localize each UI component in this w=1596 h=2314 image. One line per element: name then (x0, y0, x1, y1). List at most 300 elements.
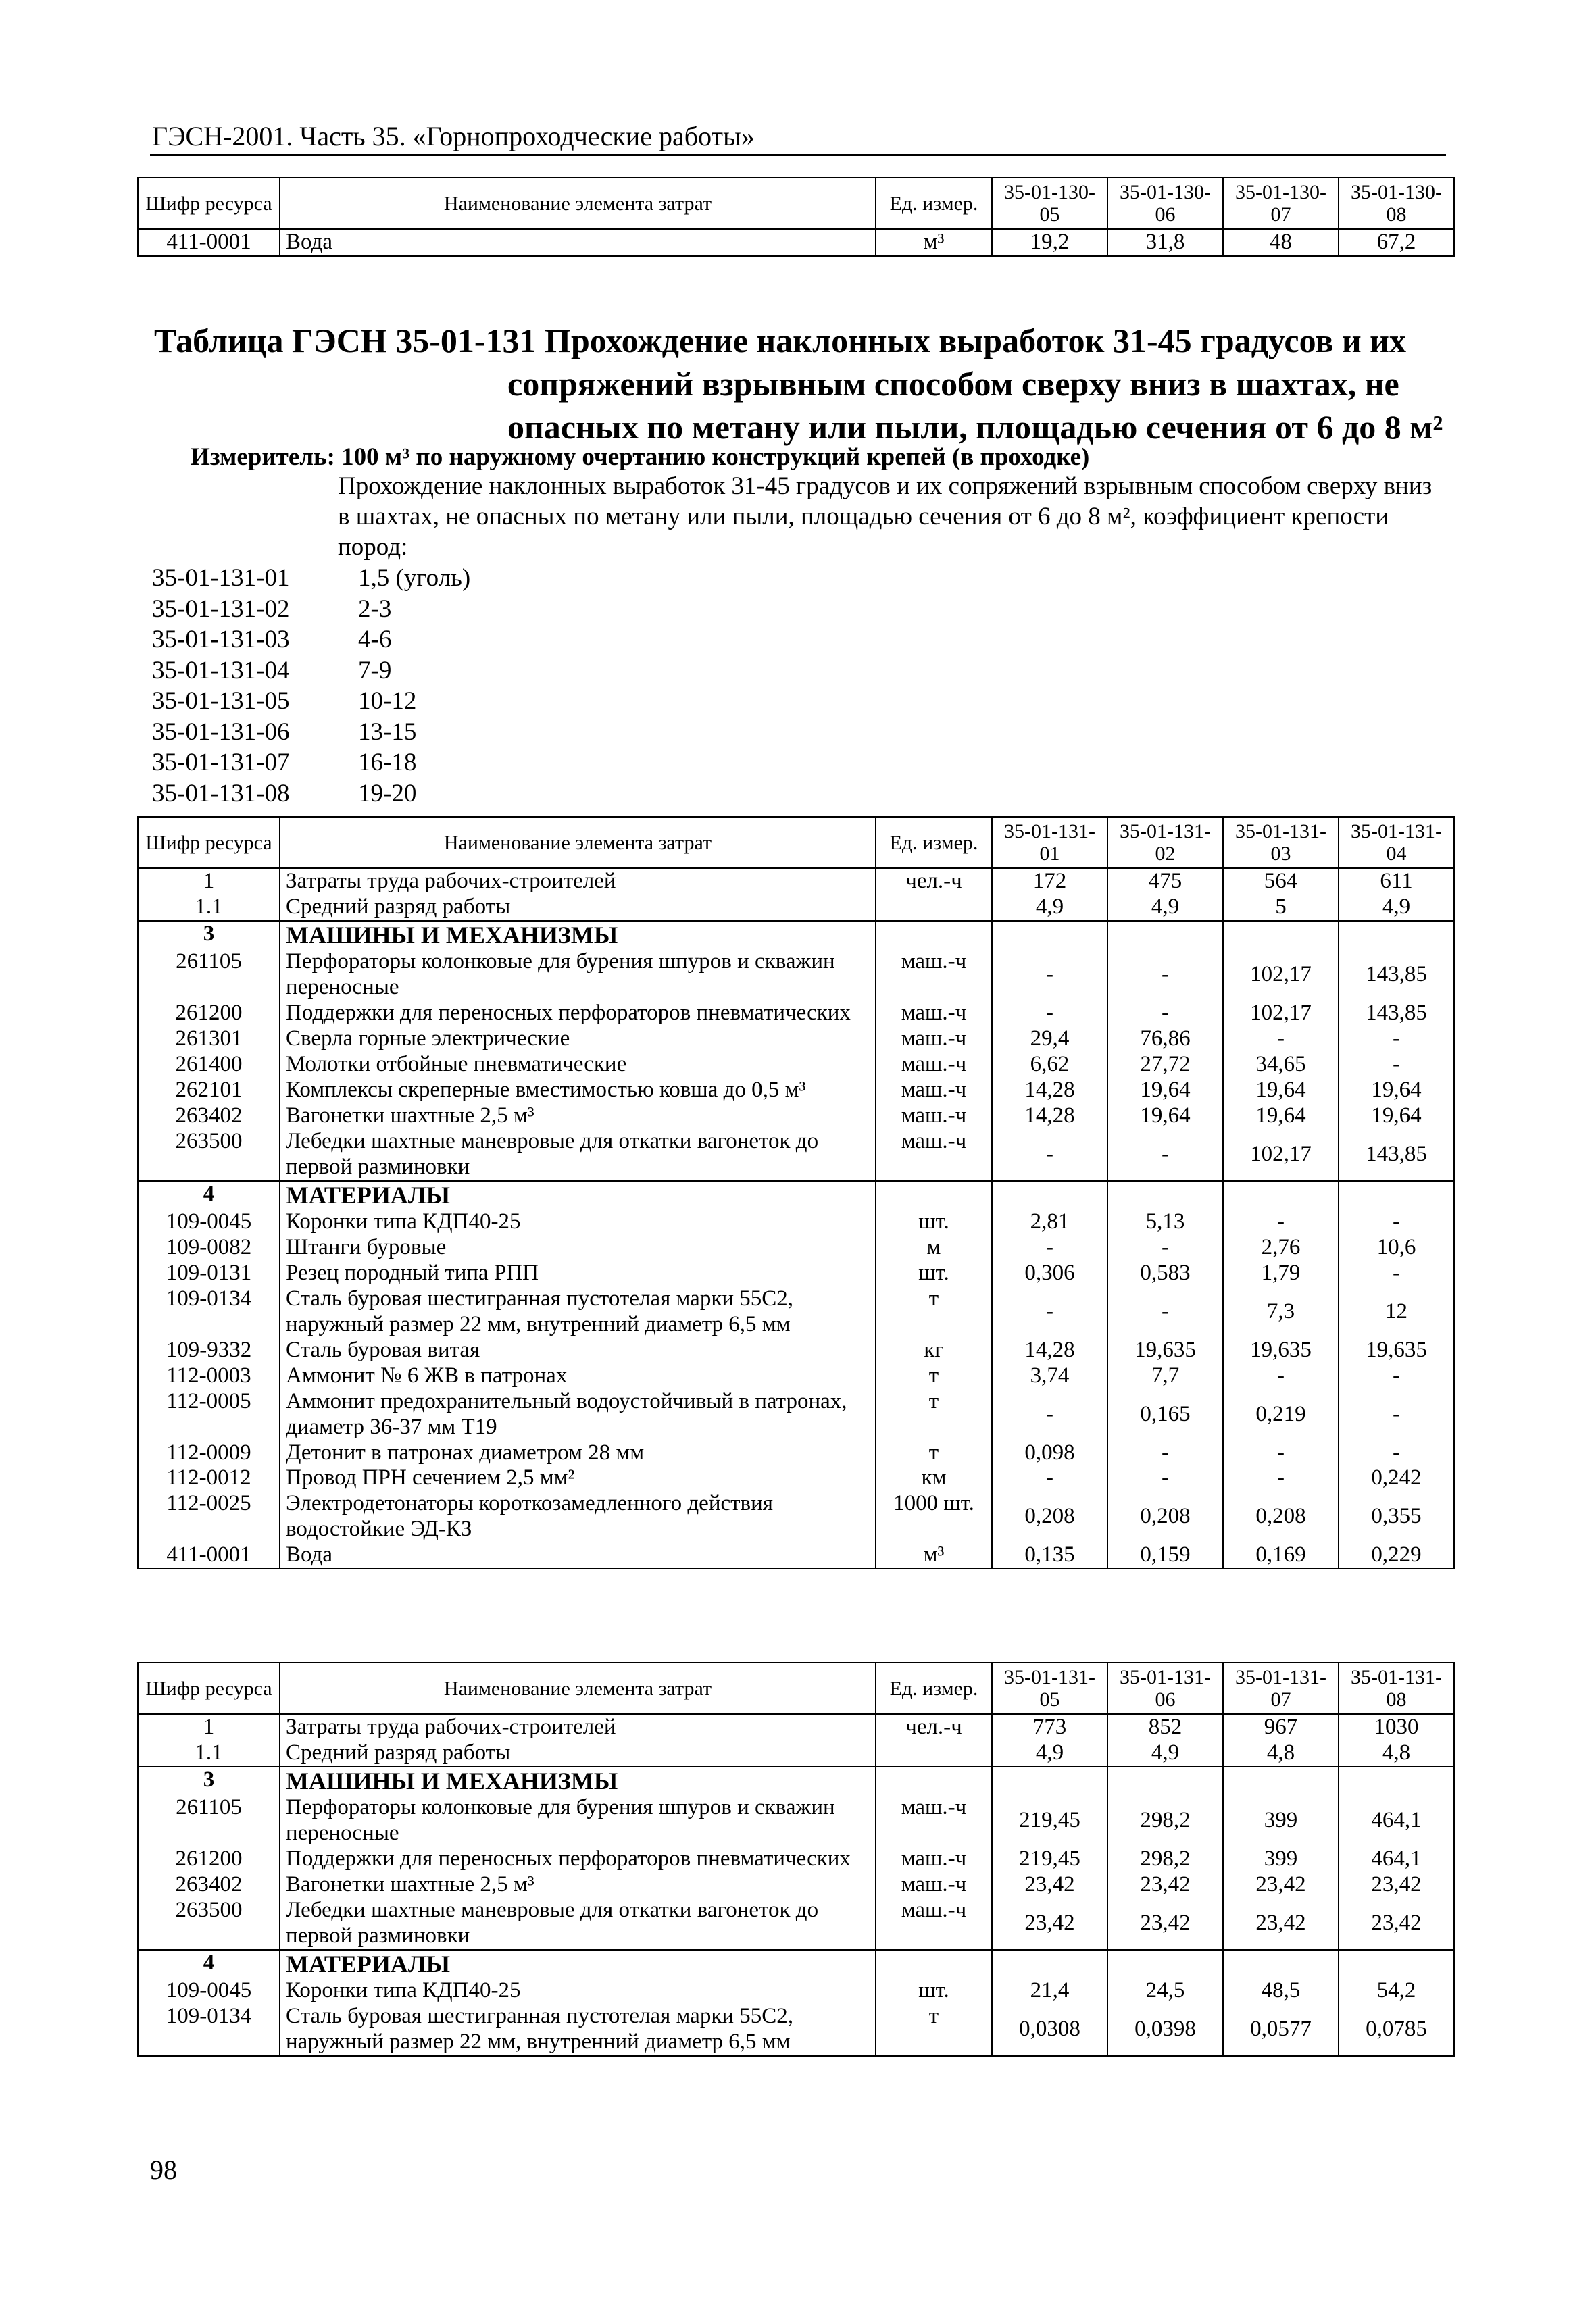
cost-element-name: Вагонетки шахтные 2,5 м³ (280, 1872, 876, 1898)
value-cell: 6,62 (992, 1052, 1107, 1078)
value-cell: - (1107, 1001, 1223, 1026)
value-cell: - (1339, 1026, 1454, 1052)
table-row (138, 1209, 1454, 1235)
resource-code: 4 (138, 1950, 280, 1978)
code-value: 16-18 (358, 749, 417, 776)
value-cell: 0,159 (1107, 1542, 1223, 1569)
resource-code: 263402 (138, 1872, 280, 1898)
value-cell (992, 1181, 1107, 1209)
table-row (138, 1338, 1454, 1363)
cost-element-name: Затраты труда рабочих-строителей (280, 868, 876, 895)
value-cell (1223, 921, 1339, 949)
value-cell: - (1223, 1363, 1339, 1389)
code-value: 19-20 (358, 779, 417, 807)
cost-element-name: МАШИНЫ И МЕХАНИЗМЫ (280, 1767, 876, 1795)
resource-code: 109-0134 (138, 1286, 280, 1338)
col-header-val-4: 35-01-131-04 (1339, 817, 1454, 868)
table-row (138, 1898, 1454, 1950)
value-cell: 19,64 (1107, 1103, 1223, 1129)
value-cell: - (1107, 1465, 1223, 1491)
value-cell: 21,4 (992, 1978, 1107, 2004)
cost-element-name: Поддержки для переносных перфораторов пневматических (280, 1846, 876, 1872)
resource-code: 3 (138, 1767, 280, 1795)
section-row (138, 1181, 1454, 1209)
value-cell: 2,81 (992, 1209, 1107, 1235)
resource-code: 263402 (138, 1103, 280, 1129)
value-cell: 34,65 (1223, 1052, 1339, 1078)
unit-cell: маш.-ч (876, 1872, 992, 1898)
value-cell: 14,28 (992, 1103, 1107, 1129)
value-cell: 1,79 (1223, 1261, 1339, 1286)
value-cell (1107, 1181, 1223, 1209)
value-cell: 4,9 (1107, 1740, 1223, 1767)
resource-code: 109-0045 (138, 1978, 280, 2004)
cost-element-name: МАТЕРИАЛЫ (280, 1181, 876, 1209)
value-cell: 172 (992, 868, 1107, 895)
value-cell: 7,7 (1107, 1363, 1223, 1389)
value-cell: 19,635 (1107, 1338, 1223, 1363)
unit-cell: маш.-ч (876, 1898, 992, 1950)
value-cell: 29,4 (992, 1026, 1107, 1052)
value-cell: 0,0785 (1339, 2004, 1454, 2056)
code-value: 13-15 (358, 718, 417, 746)
table-row (138, 1052, 1454, 1078)
table-row (138, 1129, 1454, 1181)
col-header-val-4: 35-01-130-08 (1339, 178, 1454, 229)
code-value: 10-12 (358, 687, 417, 715)
unit-cell: маш.-ч (876, 1846, 992, 1872)
table-row (138, 1846, 1454, 1872)
table-row (138, 1465, 1454, 1491)
unit-cell (876, 1181, 992, 1209)
value-cell (992, 1950, 1107, 1978)
unit-cell (876, 1740, 992, 1767)
resource-code: 112-0012 (138, 1465, 280, 1491)
code-row (152, 624, 470, 655)
cost-element-name: Сверла горные электрические (280, 1026, 876, 1052)
unit-cell: маш.-ч (876, 1129, 992, 1181)
page-number: 98 (150, 2155, 177, 2185)
value-cell: 19,64 (1107, 1078, 1223, 1103)
value-cell: 23,42 (1339, 1872, 1454, 1898)
value-cell: 19,64 (1223, 1078, 1339, 1103)
value-cell: 773 (992, 1714, 1107, 1740)
table-row (138, 1078, 1454, 1103)
value-cell: - (1223, 1465, 1339, 1491)
table-row (138, 1872, 1454, 1898)
section-row (138, 921, 1454, 949)
resource-code: 411-0001 (138, 1542, 280, 1569)
resource-code: 261200 (138, 1001, 280, 1026)
code-value: 4-6 (358, 626, 392, 653)
running-header: ГЭСН-2001. Часть 35. «Горнопроходческие работы» (152, 121, 755, 151)
value-cell: 2,76 (1223, 1235, 1339, 1261)
value-cell: 0,242 (1339, 1465, 1454, 1491)
resource-code: 263500 (138, 1898, 280, 1950)
value-cell: - (992, 1389, 1107, 1440)
cost-element-name: Аммонит № 6 ЖВ в патронах (280, 1363, 876, 1389)
cost-element-name: Вода (280, 229, 876, 256)
value-cell (992, 1767, 1107, 1795)
unit-cell: км (876, 1465, 992, 1491)
unit-cell: шт. (876, 1978, 992, 2004)
cost-element-name: Вагонетки шахтные 2,5 м³ (280, 1103, 876, 1129)
cost-element-name: Лебедки шахтные маневровые для откатки вагонеток до первой разминовки (280, 1898, 876, 1950)
value-cell: 0,583 (1107, 1261, 1223, 1286)
value-cell (1339, 921, 1454, 949)
value-cell: - (1107, 1440, 1223, 1466)
cost-element-name: Штанги буровые (280, 1235, 876, 1261)
value-cell: 102,17 (1223, 1001, 1339, 1026)
resource-code: 112-0025 (138, 1491, 280, 1542)
unit-cell: 1000 шт. (876, 1491, 992, 1542)
value-cell: 475 (1107, 868, 1223, 895)
value-cell: 76,86 (1107, 1026, 1223, 1052)
value-cell: 23,42 (1107, 1872, 1223, 1898)
code-value: 2-3 (358, 595, 392, 623)
col-header-name: Наименование элемента затрат (280, 817, 876, 868)
section-row (138, 1950, 1454, 1978)
work-description: Прохождение наклонных выработок 31-45 градусов и их сопряжений взрывным способом сверху вниз в шахтах, не опасных по метану или пыли, площадью сечения от 6 до 8 м², коэффициент крепости пород: (338, 472, 1432, 561)
table-row (138, 1491, 1454, 1542)
value-cell (1223, 1950, 1339, 1978)
value-cell: 0,169 (1223, 1542, 1339, 1569)
table-row (138, 895, 1454, 921)
codes-list (152, 563, 470, 809)
value-cell: 48 (1223, 229, 1339, 256)
col-header-val-1: 35-01-131-05 (992, 1663, 1107, 1714)
cost-element-name: Средний разряд работы (280, 895, 876, 921)
table-row (138, 1440, 1454, 1466)
col-header-val-3: 35-01-131-07 (1223, 1663, 1339, 1714)
value-cell: 4,9 (1339, 895, 1454, 921)
col-header-code: Шифр ресурса (138, 178, 280, 229)
value-cell: 7,3 (1223, 1286, 1339, 1338)
value-cell: - (992, 949, 1107, 1001)
cost-element-name: Резец породный типа РПП (280, 1261, 876, 1286)
value-cell: 143,85 (1339, 949, 1454, 1001)
value-cell: - (1107, 1129, 1223, 1181)
code-value: 7-9 (358, 656, 392, 684)
value-cell: 219,45 (992, 1846, 1107, 1872)
resource-code: 262101 (138, 1078, 280, 1103)
table-row (138, 1795, 1454, 1846)
cost-element-name: Комплексы скреперные вместимостью ковша до 0,5 м³ (280, 1078, 876, 1103)
resource-code: 261400 (138, 1052, 280, 1078)
resource-code: 112-0003 (138, 1363, 280, 1389)
unit-cell: т (876, 1286, 992, 1338)
col-header-val-3: 35-01-131-03 (1223, 817, 1339, 868)
value-cell: 3,74 (992, 1363, 1107, 1389)
value-cell: 399 (1223, 1795, 1339, 1846)
value-cell: - (1107, 1286, 1223, 1338)
value-cell: 19,64 (1339, 1078, 1454, 1103)
code-number: 35-01-131-04 (152, 656, 290, 684)
value-cell: 102,17 (1223, 949, 1339, 1001)
value-cell (1223, 1181, 1339, 1209)
value-cell: 1030 (1339, 1714, 1454, 1740)
resource-code: 261105 (138, 949, 280, 1001)
col-header-name: Наименование элемента затрат (280, 178, 876, 229)
col-header-name: Наименование элемента затрат (280, 1663, 876, 1714)
value-cell: 23,42 (1339, 1898, 1454, 1950)
value-cell: 611 (1339, 868, 1454, 895)
cost-element-name: МАТЕРИАЛЫ (280, 1950, 876, 1978)
title-line-1: Таблица ГЭСН 35-01-131 Прохождение наклонных выработок 31-45 градусов и их (154, 322, 1406, 359)
value-cell (1339, 1767, 1454, 1795)
table-row (138, 1001, 1454, 1026)
resource-code: 109-0082 (138, 1235, 280, 1261)
value-cell: 19,635 (1223, 1338, 1339, 1363)
unit-cell: м (876, 1235, 992, 1261)
cost-element-name: МАШИНЫ И МЕХАНИЗМЫ (280, 921, 876, 949)
resource-code: 109-0045 (138, 1209, 280, 1235)
value-cell: 0,208 (1223, 1491, 1339, 1542)
unit-cell: кг (876, 1338, 992, 1363)
value-cell: - (1107, 1235, 1223, 1261)
cost-element-name: Лебедки шахтные маневровые для откатки вагонеток до первой разминовки (280, 1129, 876, 1181)
col-header-unit: Ед. измер. (876, 1663, 992, 1714)
value-cell: 0,208 (992, 1491, 1107, 1542)
value-cell: 0,0308 (992, 2004, 1107, 2056)
value-cell: 564 (1223, 868, 1339, 895)
value-cell: 23,42 (992, 1898, 1107, 1950)
title-line-3: опасных по метану или пыли, площадью сечения от 6 до 8 м² (507, 408, 1443, 446)
title-line-2: сопряжений взрывным способом сверху вниз в шахтах, не (507, 365, 1399, 403)
table-131-part-1 (137, 816, 1455, 1569)
cost-element-name: Перфораторы колонковые для бурения шпуров и скважин переносные (280, 949, 876, 1001)
value-cell: 31,8 (1107, 229, 1223, 256)
cost-element-name: Молотки отбойные пневматические (280, 1052, 876, 1078)
value-cell (1223, 1767, 1339, 1795)
resource-code: 1 (138, 1714, 280, 1740)
value-cell: 24,5 (1107, 1978, 1223, 2004)
table-row (138, 1235, 1454, 1261)
col-header-val-1: 35-01-130-05 (992, 178, 1107, 229)
code-number: 35-01-131-06 (152, 718, 290, 746)
resource-code: 109-9332 (138, 1338, 280, 1363)
unit-cell: м³ (876, 1542, 992, 1569)
col-header-val-2: 35-01-130-06 (1107, 178, 1223, 229)
resource-code: 112-0005 (138, 1389, 280, 1440)
value-cell (1339, 1950, 1454, 1978)
unit-cell: т (876, 1363, 992, 1389)
table-row (138, 949, 1454, 1001)
value-cell: 23,42 (992, 1872, 1107, 1898)
code-row (152, 594, 470, 625)
resource-code: 112-0009 (138, 1440, 280, 1466)
value-cell: 0,0398 (1107, 2004, 1223, 2056)
code-number: 35-01-131-01 (152, 564, 290, 592)
unit-cell: шт. (876, 1261, 992, 1286)
table-row (138, 1389, 1454, 1440)
code-row (152, 686, 470, 717)
value-cell: - (992, 1001, 1107, 1026)
table-row (138, 1542, 1454, 1569)
code-number: 35-01-131-03 (152, 626, 290, 653)
value-cell: 143,85 (1339, 1001, 1454, 1026)
unit-cell: маш.-ч (876, 1795, 992, 1846)
value-cell: 14,28 (992, 1078, 1107, 1103)
table-title (154, 319, 1451, 449)
value-cell: - (1223, 1026, 1339, 1052)
code-row (152, 717, 470, 748)
cost-element-name: Сталь буровая витая (280, 1338, 876, 1363)
resource-code: 261200 (138, 1846, 280, 1872)
table-row (138, 1714, 1454, 1740)
cost-element-name: Сталь буровая шестигранная пустотелая марки 55С2, наружный размер 22 мм, внутренний диаметр 6,5 мм (280, 1286, 876, 1338)
value-cell: 5,13 (1107, 1209, 1223, 1235)
unit-cell: шт. (876, 1209, 992, 1235)
unit-cell: маш.-ч (876, 1103, 992, 1129)
col-header-code: Шифр ресурса (138, 817, 280, 868)
value-cell: 102,17 (1223, 1129, 1339, 1181)
value-cell: - (1339, 1363, 1454, 1389)
resource-code: 4 (138, 1181, 280, 1209)
value-cell: 0,355 (1339, 1491, 1454, 1542)
resource-code: 1.1 (138, 895, 280, 921)
col-header-val-4: 35-01-131-08 (1339, 1663, 1454, 1714)
cost-element-name: Средний разряд работы (280, 1740, 876, 1767)
value-cell: 14,28 (992, 1338, 1107, 1363)
value-cell: 10,6 (1339, 1235, 1454, 1261)
unit-cell: маш.-ч (876, 1001, 992, 1026)
value-cell: 27,72 (1107, 1052, 1223, 1078)
code-row (152, 563, 470, 594)
unit-cell: маш.-ч (876, 949, 992, 1001)
value-cell: 4,8 (1339, 1740, 1454, 1767)
value-cell: 967 (1223, 1714, 1339, 1740)
resource-code: 261301 (138, 1026, 280, 1052)
value-cell (1107, 1767, 1223, 1795)
code-number: 35-01-131-05 (152, 687, 290, 715)
value-cell: - (1339, 1261, 1454, 1286)
table-row (138, 1026, 1454, 1052)
unit-cell (876, 895, 992, 921)
unit-cell: чел.-ч (876, 1714, 992, 1740)
value-cell: 19,64 (1223, 1103, 1339, 1129)
cost-element-name: Электродетонаторы короткозамедленного действия водостойкие ЭД-КЗ (280, 1491, 876, 1542)
value-cell: 0,0577 (1223, 2004, 1339, 2056)
col-header-code: Шифр ресурса (138, 1663, 280, 1714)
value-cell: 19,64 (1339, 1103, 1454, 1129)
value-cell: - (1339, 1389, 1454, 1440)
value-cell: 54,2 (1339, 1978, 1454, 2004)
table-row (138, 1363, 1454, 1389)
resource-code: 411-0001 (138, 229, 280, 256)
value-cell: 0,219 (1223, 1389, 1339, 1440)
unit-cell: т (876, 2004, 992, 2056)
value-cell (1107, 921, 1223, 949)
value-cell: 219,45 (992, 1795, 1107, 1846)
value-cell: 4,9 (992, 895, 1107, 921)
resource-code: 109-0131 (138, 1261, 280, 1286)
cost-element-name: Перфораторы колонковые для бурения шпуров и скважин переносные (280, 1795, 876, 1846)
unit-cell: маш.-ч (876, 1026, 992, 1052)
value-cell: 464,1 (1339, 1846, 1454, 1872)
cost-element-name: Провод ПРН сечением 2,5 мм² (280, 1465, 876, 1491)
table-row (138, 229, 1454, 256)
value-cell: 399 (1223, 1846, 1339, 1872)
value-cell: 0,306 (992, 1261, 1107, 1286)
unit-cell: т (876, 1389, 992, 1440)
value-cell: - (1223, 1440, 1339, 1466)
value-cell: 464,1 (1339, 1795, 1454, 1846)
value-cell: - (1107, 949, 1223, 1001)
unit-cell: чел.-ч (876, 868, 992, 895)
col-header-unit: Ед. измер. (876, 817, 992, 868)
measurement-unit: Измеритель: 100 м³ по наружному очертанию конструкций крепей (в проходке) (191, 443, 1090, 471)
table-prev-130 (137, 177, 1455, 257)
col-header-val-1: 35-01-131-01 (992, 817, 1107, 868)
value-cell: - (992, 1465, 1107, 1491)
value-cell: - (1339, 1209, 1454, 1235)
unit-cell: маш.-ч (876, 1078, 992, 1103)
value-cell: - (992, 1235, 1107, 1261)
table-row (138, 1103, 1454, 1129)
resource-code: 3 (138, 921, 280, 949)
value-cell (1107, 1950, 1223, 1978)
value-cell: 23,42 (1107, 1898, 1223, 1950)
value-cell: 298,2 (1107, 1846, 1223, 1872)
value-cell: 23,42 (1223, 1898, 1339, 1950)
col-header-val-3: 35-01-130-07 (1223, 178, 1339, 229)
value-cell: 0,098 (992, 1440, 1107, 1466)
resource-code: 263500 (138, 1129, 280, 1181)
unit-cell (876, 1950, 992, 1978)
value-cell: 23,42 (1223, 1872, 1339, 1898)
cost-element-name: Вода (280, 1542, 876, 1569)
col-header-val-2: 35-01-131-06 (1107, 1663, 1223, 1714)
value-cell: 0,208 (1107, 1491, 1223, 1542)
value-cell: 67,2 (1339, 229, 1454, 256)
table-row (138, 1261, 1454, 1286)
cost-element-name: Коронки типа КДП40-25 (280, 1978, 876, 2004)
unit-cell: т (876, 1440, 992, 1466)
resource-code: 261105 (138, 1795, 280, 1846)
value-cell: - (1339, 1440, 1454, 1466)
value-cell: 48,5 (1223, 1978, 1339, 2004)
value-cell: 143,85 (1339, 1129, 1454, 1181)
code-number: 35-01-131-02 (152, 595, 290, 623)
value-cell: 4,9 (1107, 895, 1223, 921)
resource-code: 109-0134 (138, 2004, 280, 2056)
unit-cell (876, 921, 992, 949)
cost-element-name: Коронки типа КДП40-25 (280, 1209, 876, 1235)
cost-element-name: Сталь буровая шестигранная пустотелая марки 55С2, наружный размер 22 мм, внутренний диаметр 6,5 мм (280, 2004, 876, 2056)
value-cell: - (992, 1129, 1107, 1181)
cost-element-name: Детонит в патронах диаметром 28 мм (280, 1440, 876, 1466)
cost-element-name: Поддержки для переносных перфораторов пневматических (280, 1001, 876, 1026)
value-cell: 4,9 (992, 1740, 1107, 1767)
value-cell (992, 921, 1107, 949)
table-row (138, 868, 1454, 895)
table-row (138, 1978, 1454, 2004)
code-row (152, 778, 470, 809)
value-cell: - (1223, 1209, 1339, 1235)
value-cell: 19,2 (992, 229, 1107, 256)
value-cell: 852 (1107, 1714, 1223, 1740)
value-cell: 0,165 (1107, 1389, 1223, 1440)
value-cell: - (1339, 1052, 1454, 1078)
code-value: 1,5 (уголь) (358, 564, 471, 592)
table-131-part-2 (137, 1662, 1455, 2057)
code-number: 35-01-131-08 (152, 779, 290, 807)
table-row (138, 1740, 1454, 1767)
value-cell: 298,2 (1107, 1795, 1223, 1846)
resource-code: 1.1 (138, 1740, 280, 1767)
cost-element-name: Аммонит предохранительный водоустойчивый в патронах, диаметр 36-37 мм Т19 (280, 1389, 876, 1440)
